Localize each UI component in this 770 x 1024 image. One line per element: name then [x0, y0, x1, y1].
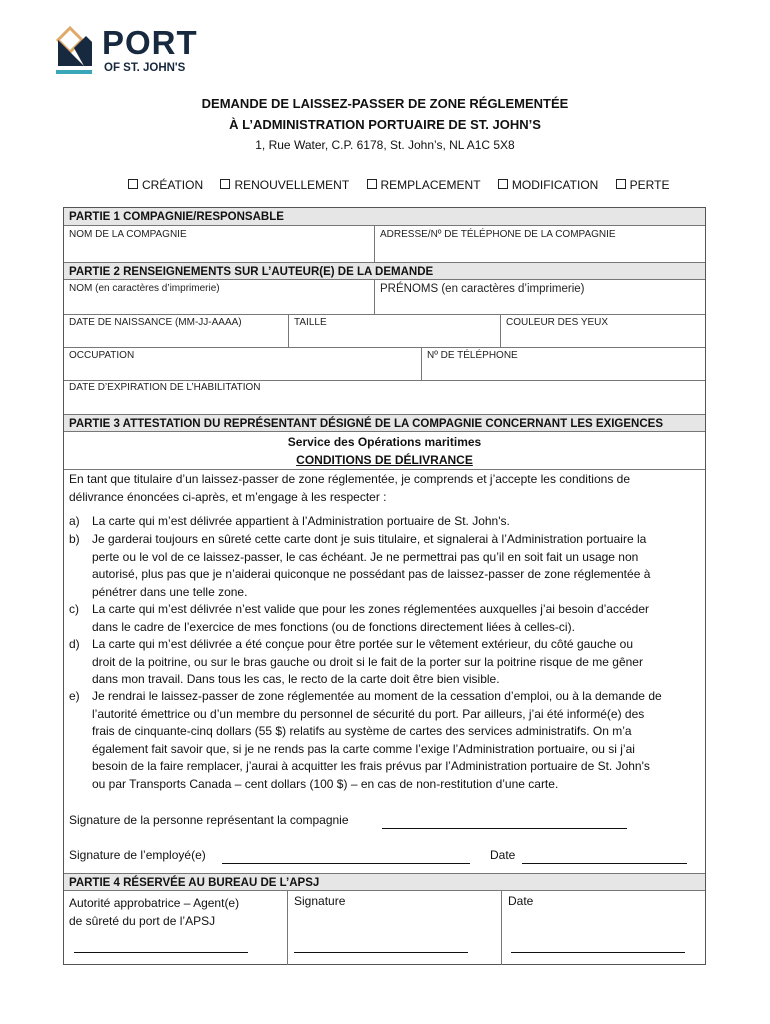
condition-e: e) Je rendrai le laissez-passer de zone réglementée au moment de la cessation d’emploi, ou à la demande de l’autorité émettrice ou d’un membre du personnel de sécurité du port. Par ailleurs, j’ai été informé(e) des frais de cinquante-cinq dollars (55 $) relatifs au système de cartes des services administratifs. On m’a également fait savoir que, si je ne rends pas la carte comme l’exige l’Administration portuaire, ou si j’ai besoin de la faire remplacer, j’aurai à acquitter les frais prévus par l’Administration portuaire de St. John's ou par Transports Canada – cent dollars (100 $) – en cas de non-restitution d’une carte.	[69, 689, 662, 791]
condition-c: c) La carte qui m’est délivrée n’est valide que pour les zones réglementées auxquelles j’ai besoin d’accéder dans le cadre de l’exercice de mes fonctions (ou de fonctions directement liées à celles-ci).	[69, 602, 649, 634]
employee-date-label: Date	[490, 848, 516, 862]
service-title: Service des Opérations maritimes	[287, 435, 482, 449]
part4-signature-label: Signature	[294, 894, 346, 908]
option-modification[interactable]: MODIFICATION	[498, 178, 598, 192]
company-name-field[interactable]: NOM DE LA COMPAGNIE	[69, 229, 187, 240]
approver-label: Autorité approbatrice – Agent(e) de sûreté du port de l’APSJ	[69, 896, 240, 928]
part4-signature-line[interactable]	[294, 952, 468, 953]
part1-header: PARTIE 1 COMPAGNIE/RESPONSABLE	[64, 208, 705, 226]
form-title-line2: À L’ADMINISTRATION PORTUAIRE DE ST. JOHN’S	[229, 117, 541, 132]
checkbox-icon[interactable]	[220, 179, 230, 189]
checkbox-icon[interactable]	[367, 179, 377, 189]
form-title-line1: DEMANDE DE LAISSEZ-PASSER DE ZONE RÉGLEMENTÉE	[201, 96, 569, 111]
request-type-options	[128, 178, 683, 192]
option-loss[interactable]: PERTE	[616, 178, 670, 192]
checkbox-icon[interactable]	[498, 179, 508, 189]
company-address-phone-field[interactable]: ADRESSE/Nº DE TÉLÉPHONE DE LA COMPAGNIE	[380, 229, 616, 240]
first-names-field[interactable]: PRÉNOMS (en caractères d’imprimerie)	[380, 283, 585, 295]
port-logo	[54, 26, 214, 78]
part3-header: PARTIE 3 ATTESTATION DU REPRÉSENTANT DÉSIGNÉ DE LA COMPAGNIE CONCERNANT LES EXIGENCES	[64, 414, 705, 432]
option-replacement[interactable]: REMPLACEMENT	[367, 178, 481, 192]
date-of-birth-field[interactable]: DATE DE NAISSANCE (MM-JJ-AAAA)	[69, 317, 242, 328]
checkbox-icon[interactable]	[128, 179, 138, 189]
employee-date-line[interactable]	[522, 863, 687, 864]
conditions-title: CONDITIONS DE DÉLIVRANCE	[296, 453, 473, 467]
last-name-field[interactable]: NOM (en caractères d’imprimerie)	[69, 283, 220, 294]
part4-date-label: Date	[508, 894, 534, 908]
approver-signature-line[interactable]	[74, 952, 248, 953]
checkbox-icon[interactable]	[616, 179, 626, 189]
condition-b: b) Je garderai toujours en sûreté cette carte dont je suis titulaire, et signalerai à l’Administration portuaire la perte ou le vol de ce laissez-passer, le cas échéant. Je ne permettrai pas qu’il en soit fait un usage non autorisé, plus pas que je n’aiderai quiconque ne possédant pas de laissez-passer de zone réglementée à pénétrer dans une telle zone.	[69, 532, 651, 599]
company-signature-line[interactable]	[382, 828, 627, 829]
intro-paragraph: En tant que titulaire d’un laissez-passer de zone réglementée, je comprends et j’accepte les conditions de délivrance énoncées ci-après, et m’engage à les respecter :	[69, 472, 630, 504]
port-address: 1, Rue Water, C.P. 6178, St. John’s, NL A1C 5X8	[255, 138, 515, 152]
logo-wordmark: PORT	[102, 24, 198, 61]
part4-date-line[interactable]	[511, 952, 685, 953]
clearance-expiry-field[interactable]: DATE D’EXPIRATION DE L’HABILITATION	[69, 382, 261, 393]
logo-subtitle: OF ST. JOHN'S	[104, 62, 186, 74]
condition-a: a) La carte qui m’est délivrée appartient à l’Administration portuaire de St. John's.	[69, 514, 510, 528]
option-renewal[interactable]: RENOUVELLEMENT	[220, 178, 349, 192]
phone-number-field[interactable]: Nº DE TÉLÉPHONE	[427, 350, 518, 361]
eye-color-field[interactable]: COULEUR DES YEUX	[506, 317, 609, 328]
employee-signature-label: Signature de l’employé(e)	[69, 848, 206, 862]
occupation-field[interactable]: OCCUPATION	[69, 350, 135, 361]
application-form	[63, 207, 706, 965]
employee-signature-line[interactable]	[222, 863, 470, 864]
option-creation[interactable]: CRÉATION	[128, 178, 203, 192]
condition-d: d) La carte qui m’est délivrée a été conçue pour être portée sur le vêtement extérieur, du côté gauche ou droit de la poitrine, ou sur le bras gauche ou droit si le fait de la porter sur la poitrine risque de me gêner dans mon travail. Dans tous les cas, le recto de la carte doit être bien visible.	[69, 637, 643, 686]
part2-header: PARTIE 2 RENSEIGNEMENTS SUR L’AUTEUR(E) DE LA DEMANDE	[64, 262, 705, 280]
company-signature-label: Signature de la personne représentant la compagnie	[69, 813, 349, 827]
port-logo-icon	[54, 26, 98, 78]
height-field[interactable]: TAILLE	[294, 317, 327, 328]
part4-header: PARTIE 4 RÉSERVÉE AU BUREAU DE L’APSJ	[64, 873, 705, 891]
